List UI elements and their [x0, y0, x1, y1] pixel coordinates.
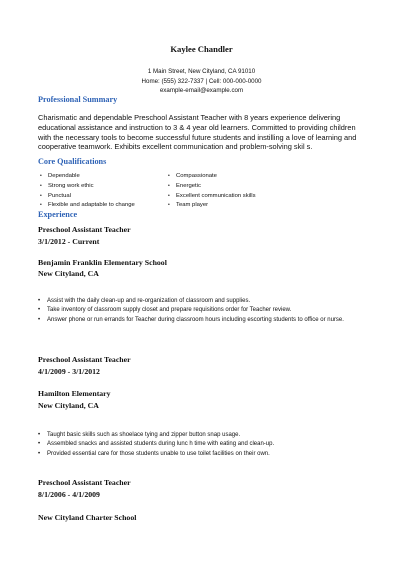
bullet-icon: •: [40, 182, 42, 189]
bullet-icon: •: [38, 316, 41, 323]
contact-block: [0, 67, 403, 96]
summary-text: Charismatic and dependable Preschool Assistant Teacher with 8 years experience delivering educational assistance and instruction to 3 & 4 year old learners. Committed to providing children with the necessary tools to become successful future students and instilling a love of learning and cooperative teamwork. Exhibits excellent communication and problem-solving skil s.: [38, 113, 357, 152]
job-title: Preschool Assistant Teacher: [38, 355, 131, 364]
bullet-icon: •: [168, 182, 170, 189]
job-dates: 8/1/2006 - 4/1/2009: [38, 490, 100, 499]
email-line: example-email@example.com: [159, 87, 244, 95]
list-item: • Answer phone or run errands for Teacher during classroom hours including escorting students to office or nurse.: [38, 316, 368, 325]
bullet-icon: •: [168, 173, 170, 179]
experience-heading: Experience: [38, 210, 78, 219]
list-item: • Assist with the daily clean-up and re-organization of classroom and supplies.: [38, 297, 368, 306]
job-title: Preschool Assistant Teacher: [38, 478, 131, 487]
bullet-icon: •: [168, 202, 170, 209]
qualification-item: • Team player: [168, 201, 256, 211]
job-title: Preschool Assistant Teacher: [38, 225, 131, 234]
job-dates: 3/1/2012 - Current: [38, 237, 100, 246]
list-item: • Take inventory of classroom supply closet and prepare requisitions order for Teacher review.: [38, 306, 368, 315]
bullet-icon: •: [168, 192, 170, 199]
bullet-icon: •: [38, 298, 41, 304]
bullet-icon: •: [38, 441, 41, 448]
qualifications-right-list: [168, 172, 256, 211]
job-location: New Cityland, CA: [38, 401, 99, 410]
bullet-icon: •: [38, 432, 41, 438]
qualification-item: • Flexible and adaptable to change: [40, 201, 135, 211]
qualification-item: • Energetic: [168, 182, 256, 192]
employer-name: Benjamin Franklin Elementary School: [38, 258, 167, 267]
qualifications-left-list: [40, 172, 135, 211]
summary-heading: Professional Summary: [38, 95, 118, 104]
qualification-item: • Dependable: [40, 172, 135, 182]
bullet-icon: •: [40, 192, 42, 199]
job-duties-list: [38, 297, 368, 325]
job-dates: 4/1/2009 - 3/1/2012: [38, 367, 100, 376]
job-duties-list: [38, 431, 368, 459]
job-location: New Cityland, CA: [38, 269, 99, 278]
list-item: • Assembled snacks and assisted students during lunc h time with eating and clean-up.: [38, 440, 368, 449]
bullet-icon: •: [40, 202, 42, 209]
employer-name: Hamilton Elementary: [38, 389, 111, 398]
qualification-item: • Strong work ethic: [40, 182, 135, 192]
list-item: • Provided essential care for those students unable to use toilet facilities on their own.: [38, 450, 368, 459]
qualifications-heading: Core Qualifications: [38, 157, 107, 166]
bullet-icon: •: [38, 307, 41, 314]
phone-line: Home: (555) 322-7337 | Cell: 000-000-0000: [141, 77, 262, 85]
address-line: 1 Main Street, New Cityland, CA 91010: [147, 68, 256, 75]
employer-name: New Cityland Charter School: [38, 513, 137, 522]
qualification-item: • Excellent communication skills: [168, 192, 256, 202]
candidate-name: Kaylee Chandler: [170, 44, 233, 54]
bullet-icon: •: [38, 450, 41, 457]
qualification-item: • Punctual: [40, 192, 135, 202]
list-item: • Taught basic skills such as shoelace tying and zipper button snap usage.: [38, 431, 368, 440]
qualification-item: • Compassionate: [168, 172, 256, 182]
bullet-icon: •: [40, 173, 42, 179]
